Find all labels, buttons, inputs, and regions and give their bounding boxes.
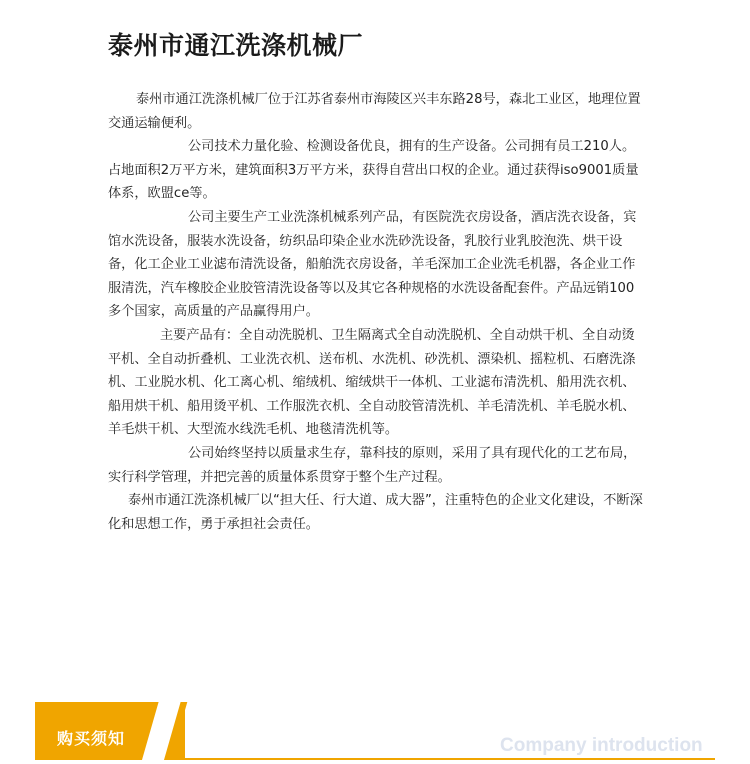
company-description	[108, 88, 643, 536]
paragraph-products-overview: 公司主要生产工业洗涤机械系列产品，有医院洗衣房设备，酒店洗衣设备，宾馆水洗设备，服装水洗设备，纺织品印染企业水洗砂洗设备，乳胶行业乳胶泡洗、烘干设备，化工企业工业滤布清洗设备，船舶洗衣房设备，羊毛深加工企业洗毛机器，各企业工作服清洗，汽车橡胶企业胶管清洗设备等以及其它各种规格的水洗设备配套件。产品远销100多个国家，高质量的产品赢得用户。	[108, 209, 637, 320]
paragraph-main-products: 主要产品有：全自动洗脱机、卫生隔离式全自动洗脱机、全自动烘干机、全自动烫平机、全自动折叠机、工业洗衣机、送布机、水洗机、砂洗机、漂染机、摇粒机、石磨洗涤机、工业脱水机、化工离心机、缩绒机、缩绒烘干一体机、工业滤布清洗机、船用洗衣机、船用烘干机、船用烫平机、工作服洗衣机、全自动胶管清洗机、羊毛清洗机、羊毛脱水机、羊毛烘干机、大型流水线洗毛机、地毯清洗机等。	[108, 327, 636, 438]
paragraph-quality: 公司始终坚持以质量求生存，靠科技的原则，采用了具有现代化的工艺布局，实行科学管理，并把完善的质量体系贯穿于整个生产过程。	[108, 445, 637, 485]
paragraph-location: 泰州市通江洗涤机械厂位于江苏省泰州市海陵区兴丰东路28号，森北工业区，地理位置交通运输便利。	[108, 92, 641, 131]
company-introduction-watermark: Company introduction	[500, 735, 703, 756]
purchase-notice-label: 购买须知	[57, 729, 126, 748]
page-title: 泰州市通江洗涤机械厂	[108, 31, 364, 60]
paragraph-capability: 公司技术力量化验、检测设备优良，拥有的生产设备。公司拥有员工210人。占地面积2万平方米，建筑面积3万平方米，获得自营出口权的企业。通过获得iso9001质量体系，欧盟ce等。	[108, 139, 639, 202]
footer-divider	[185, 758, 715, 760]
paragraph-culture: 泰州市通江洗涤机械厂以“担大任、行大道、成大器”，注重特色的企业文化建设，不断深化和思想工作，勇于承担社会责任。	[108, 493, 643, 532]
